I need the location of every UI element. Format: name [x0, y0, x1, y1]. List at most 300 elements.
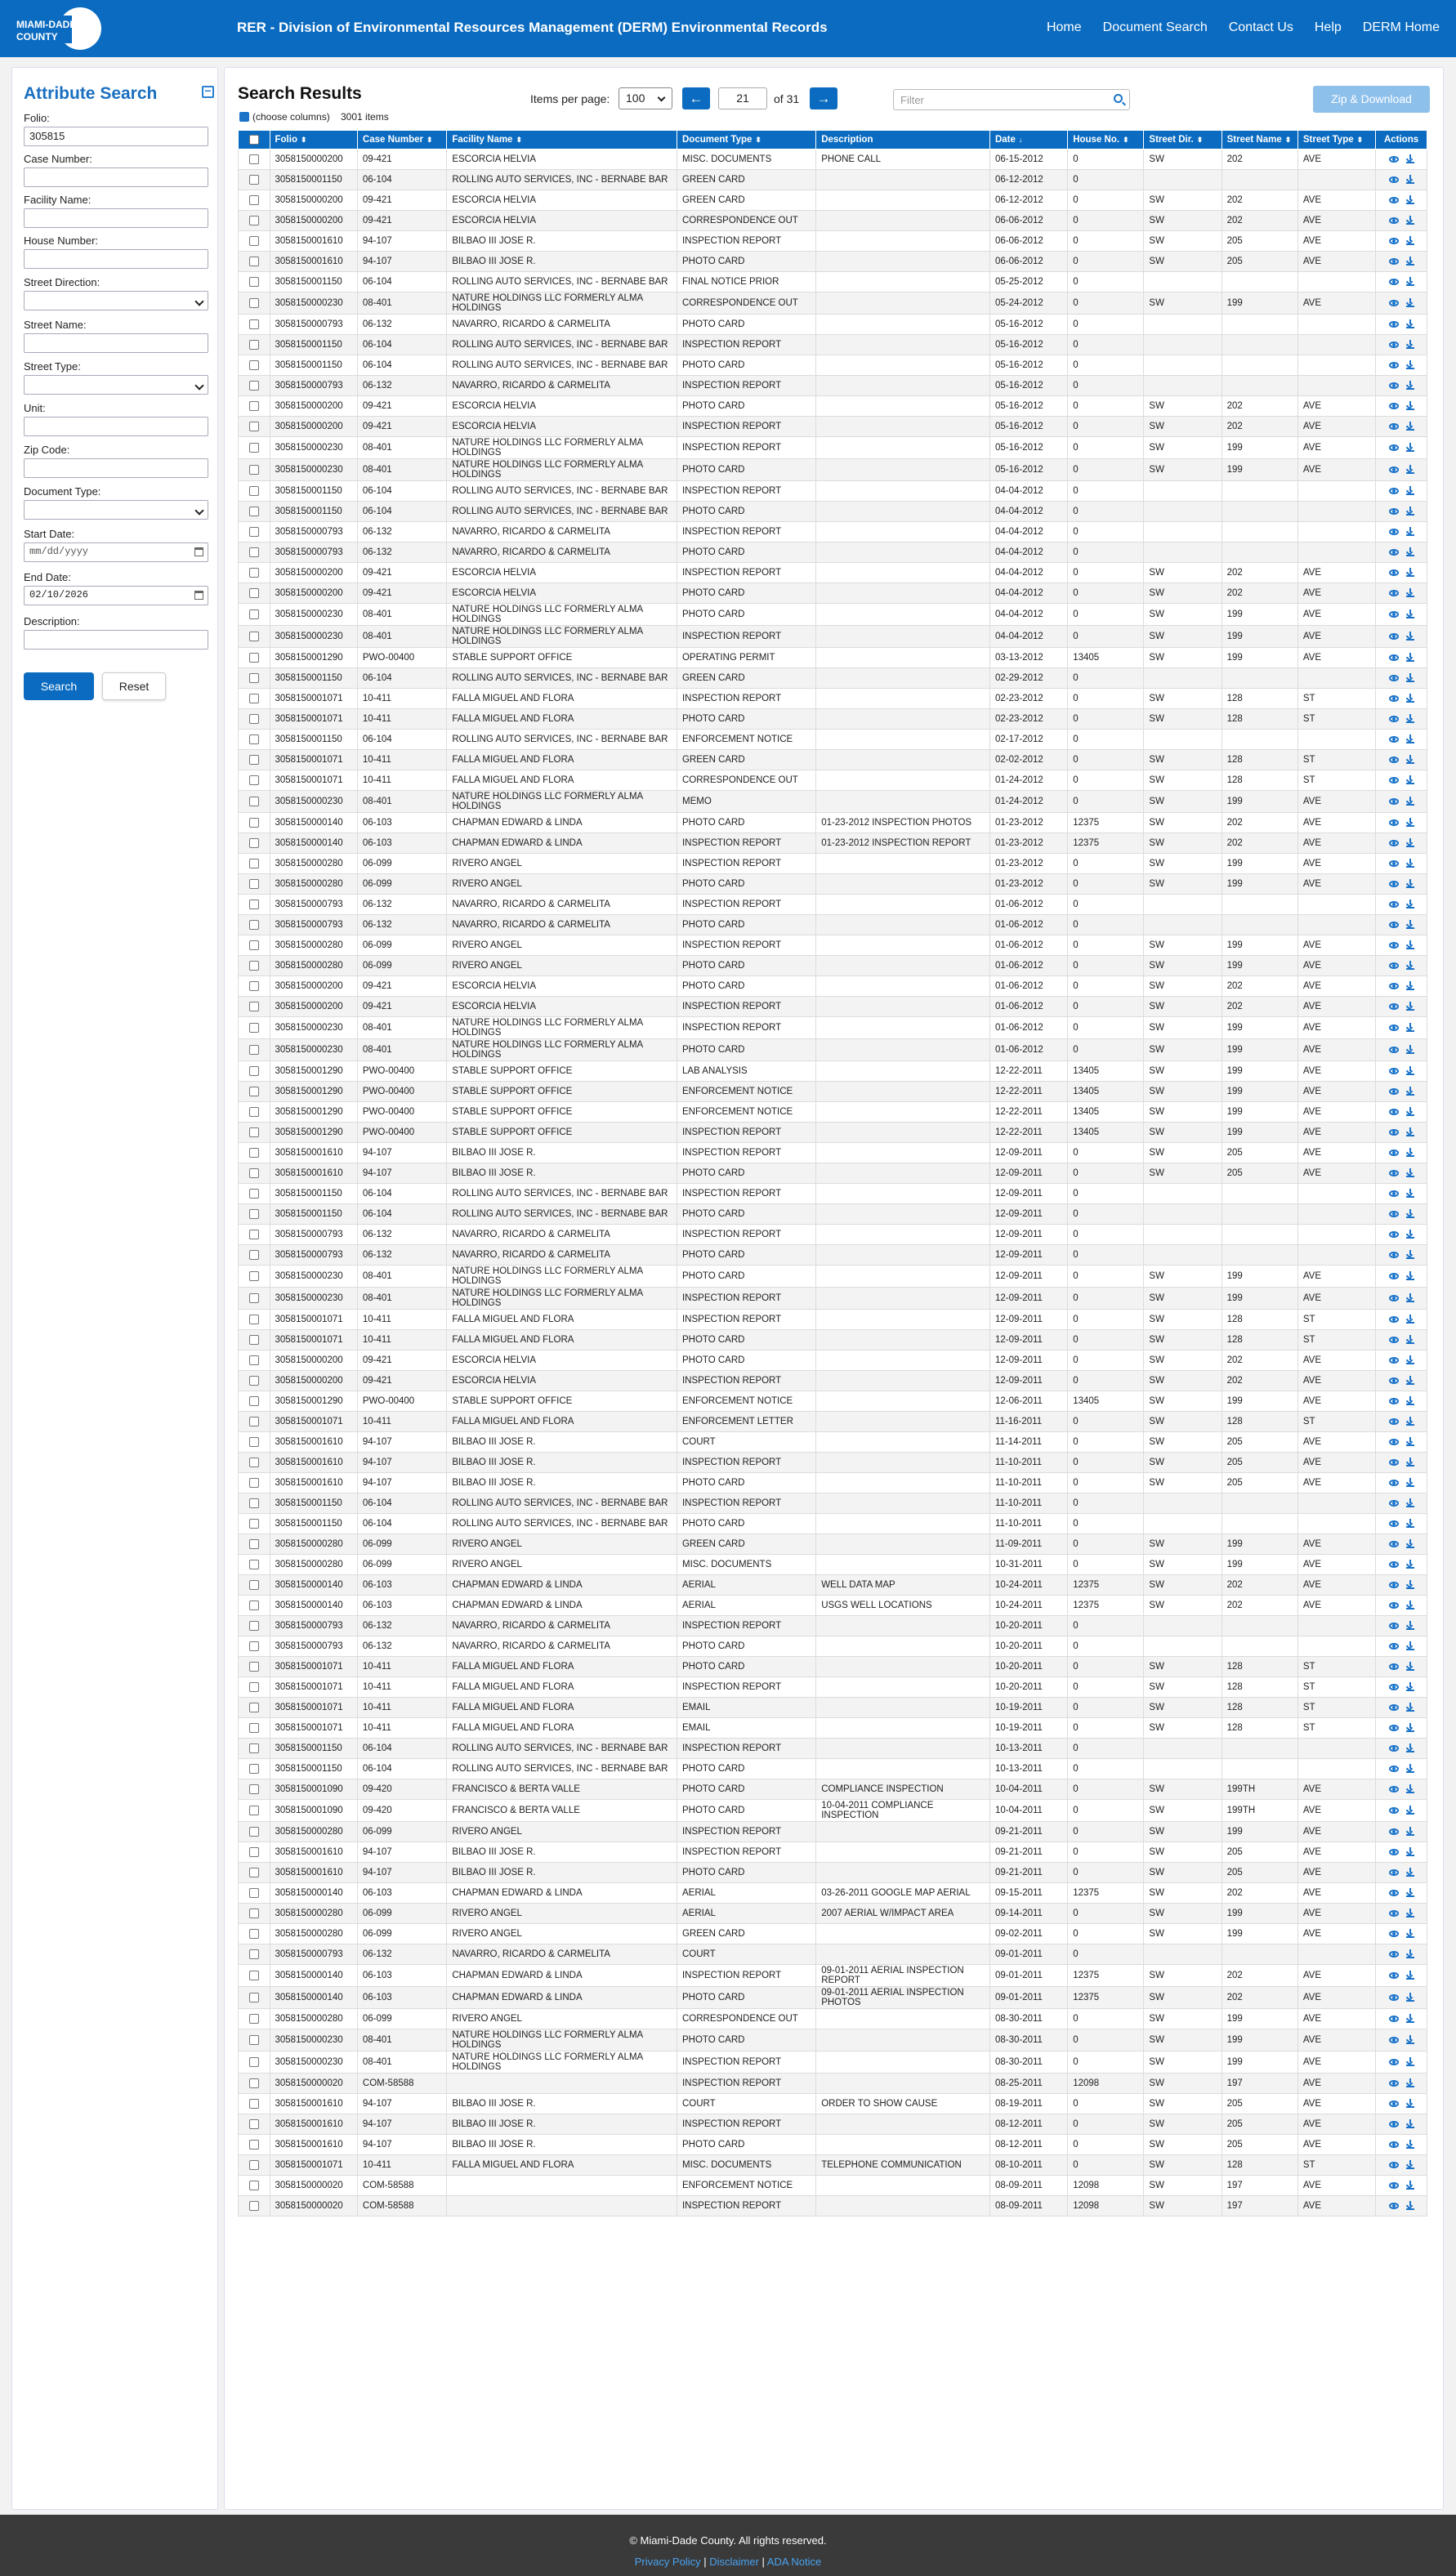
download-icon[interactable] — [1406, 755, 1414, 764]
row-select-cell[interactable] — [239, 211, 270, 231]
row-select-cell[interactable] — [239, 231, 270, 252]
row-select-cell[interactable] — [239, 1514, 270, 1534]
row-select-cell[interactable] — [239, 1391, 270, 1412]
row-select-cell[interactable] — [239, 1575, 270, 1596]
row-select-cell[interactable] — [239, 956, 270, 976]
street-direction-select[interactable] — [24, 291, 208, 310]
row-select-cell[interactable] — [239, 522, 270, 542]
row-checkbox[interactable] — [249, 2057, 259, 2067]
view-eye-icon[interactable] — [1389, 549, 1399, 556]
row-checkbox[interactable] — [249, 547, 259, 557]
download-icon[interactable] — [1406, 1376, 1414, 1385]
view-eye-icon[interactable] — [1389, 962, 1399, 969]
row-checkbox[interactable] — [249, 216, 259, 225]
row-checkbox[interactable] — [249, 527, 259, 537]
row-select-cell[interactable] — [239, 1039, 270, 1061]
view-eye-icon[interactable] — [1389, 156, 1399, 163]
download-icon[interactable] — [1406, 1293, 1414, 1302]
download-icon[interactable] — [1406, 1087, 1414, 1096]
download-icon[interactable] — [1406, 1723, 1414, 1732]
row-select-cell[interactable] — [239, 1288, 270, 1310]
download-icon[interactable] — [1406, 195, 1414, 204]
download-icon[interactable] — [1406, 1045, 1414, 1054]
download-icon[interactable] — [1406, 1355, 1414, 1364]
row-checkbox[interactable] — [249, 961, 259, 971]
download-icon[interactable] — [1406, 1066, 1414, 1075]
download-icon[interactable] — [1406, 277, 1414, 286]
view-eye-icon[interactable] — [1389, 176, 1399, 183]
download-icon[interactable] — [1406, 1868, 1414, 1877]
row-checkbox[interactable] — [249, 755, 259, 765]
view-eye-icon[interactable] — [1389, 444, 1399, 451]
col-street-dir[interactable]: Street Dir. ⬍ — [1144, 131, 1222, 150]
street-type-select[interactable] — [24, 375, 208, 395]
view-eye-icon[interactable] — [1389, 1273, 1399, 1279]
view-eye-icon[interactable] — [1389, 777, 1399, 784]
row-checkbox[interactable] — [249, 154, 259, 164]
row-select-cell[interactable] — [239, 813, 270, 833]
view-eye-icon[interactable] — [1389, 197, 1399, 203]
description-input[interactable] — [24, 630, 208, 650]
view-eye-icon[interactable] — [1389, 2037, 1399, 2043]
view-eye-icon[interactable] — [1389, 840, 1399, 846]
view-eye-icon[interactable] — [1389, 1643, 1399, 1650]
col-case-number[interactable]: Case Number ⬍ — [357, 131, 446, 150]
row-checkbox[interactable] — [249, 1539, 259, 1549]
row-select-cell[interactable] — [239, 1616, 270, 1636]
document-type-select[interactable] — [24, 500, 208, 520]
view-eye-icon[interactable] — [1389, 1541, 1399, 1547]
download-icon[interactable] — [1406, 1127, 1414, 1136]
row-select-cell[interactable] — [239, 709, 270, 730]
row-select-cell[interactable] — [239, 2114, 270, 2135]
row-checkbox[interactable] — [249, 797, 259, 806]
download-icon[interactable] — [1406, 257, 1414, 266]
view-eye-icon[interactable] — [1389, 1211, 1399, 1217]
row-checkbox[interactable] — [249, 1458, 259, 1467]
view-eye-icon[interactable] — [1389, 881, 1399, 887]
download-icon[interactable] — [1406, 1949, 1414, 1958]
miami-dade-logo[interactable] — [15, 7, 103, 50]
row-checkbox[interactable] — [249, 1909, 259, 1918]
row-checkbox[interactable] — [249, 360, 259, 370]
download-icon[interactable] — [1406, 1168, 1414, 1177]
download-icon[interactable] — [1406, 2181, 1414, 2190]
row-checkbox[interactable] — [249, 1437, 259, 1447]
row-select-cell[interactable] — [239, 1759, 270, 1779]
row-checkbox[interactable] — [249, 1641, 259, 1651]
row-checkbox[interactable] — [249, 1847, 259, 1857]
row-checkbox[interactable] — [249, 465, 259, 475]
row-checkbox[interactable] — [249, 1868, 259, 1877]
view-eye-icon[interactable] — [1389, 382, 1399, 389]
download-icon[interactable] — [1406, 1478, 1414, 1487]
view-eye-icon[interactable] — [1389, 1003, 1399, 1010]
view-eye-icon[interactable] — [1389, 590, 1399, 596]
view-eye-icon[interactable] — [1389, 279, 1399, 285]
row-checkbox[interactable] — [249, 422, 259, 431]
row-checkbox[interactable] — [249, 2078, 259, 2088]
search-button[interactable]: Search — [24, 672, 94, 700]
row-select-cell[interactable] — [239, 854, 270, 874]
row-checkbox[interactable] — [249, 1417, 259, 1426]
row-checkbox[interactable] — [249, 1929, 259, 1939]
row-checkbox[interactable] — [249, 1601, 259, 1610]
row-select-cell[interactable] — [239, 1822, 270, 1842]
row-checkbox[interactable] — [249, 2014, 259, 2024]
view-eye-icon[interactable] — [1389, 321, 1399, 328]
row-checkbox[interactable] — [249, 673, 259, 683]
download-icon[interactable] — [1406, 1743, 1414, 1752]
row-checkbox[interactable] — [249, 1376, 259, 1386]
row-select-cell[interactable] — [239, 1330, 270, 1351]
download-icon[interactable] — [1406, 1189, 1414, 1198]
row-select-cell[interactable] — [239, 604, 270, 626]
zip-code-input[interactable] — [24, 458, 208, 478]
download-icon[interactable] — [1406, 1458, 1414, 1467]
view-eye-icon[interactable] — [1389, 300, 1399, 306]
download-icon[interactable] — [1406, 568, 1414, 577]
view-eye-icon[interactable] — [1389, 633, 1399, 640]
row-select-cell[interactable] — [239, 1987, 270, 2009]
download-icon[interactable] — [1406, 1641, 1414, 1650]
download-icon[interactable] — [1406, 1396, 1414, 1405]
view-eye-icon[interactable] — [1389, 1663, 1399, 1670]
row-checkbox[interactable] — [249, 879, 259, 889]
row-select-cell[interactable] — [239, 292, 270, 315]
row-select-cell[interactable] — [239, 170, 270, 190]
row-select-cell[interactable] — [239, 1266, 270, 1288]
checkbox-icon[interactable] — [239, 112, 249, 122]
row-select-cell[interactable] — [239, 1944, 270, 1965]
row-select-cell[interactable] — [239, 481, 270, 502]
download-icon[interactable] — [1406, 1580, 1414, 1589]
collapse-icon[interactable]: − — [202, 86, 214, 98]
row-checkbox[interactable] — [249, 1396, 259, 1406]
row-select-cell[interactable] — [239, 2155, 270, 2176]
view-eye-icon[interactable] — [1389, 611, 1399, 618]
row-checkbox[interactable] — [249, 1168, 259, 1178]
view-eye-icon[interactable] — [1389, 1807, 1399, 1814]
row-select-cell[interactable] — [239, 1163, 270, 1184]
row-select-cell[interactable] — [239, 1017, 270, 1039]
row-select-cell[interactable] — [239, 1473, 270, 1493]
row-checkbox[interactable] — [249, 1949, 259, 1959]
view-eye-icon[interactable] — [1389, 1828, 1399, 1835]
row-select-cell[interactable] — [239, 1863, 270, 1883]
row-select-cell[interactable] — [239, 2094, 270, 2114]
row-select-cell[interactable] — [239, 1883, 270, 1904]
row-checkbox[interactable] — [249, 859, 259, 868]
view-eye-icon[interactable] — [1389, 983, 1399, 989]
view-eye-icon[interactable] — [1389, 1766, 1399, 1772]
row-select-cell[interactable] — [239, 874, 270, 895]
download-icon[interactable] — [1406, 486, 1414, 495]
row-select-cell[interactable] — [239, 2176, 270, 2196]
view-eye-icon[interactable] — [1389, 1252, 1399, 1258]
download-icon[interactable] — [1406, 673, 1414, 682]
house-number-input[interactable] — [24, 249, 208, 269]
row-select-cell[interactable] — [239, 626, 270, 648]
row-select-cell[interactable] — [239, 1351, 270, 1371]
row-checkbox[interactable] — [249, 1621, 259, 1631]
select-all-checkbox[interactable] — [249, 135, 259, 145]
row-checkbox[interactable] — [249, 588, 259, 598]
row-select-cell[interactable] — [239, 417, 270, 437]
row-checkbox[interactable] — [249, 2099, 259, 2109]
download-icon[interactable] — [1406, 818, 1414, 827]
download-icon[interactable] — [1406, 588, 1414, 597]
download-icon[interactable] — [1406, 360, 1414, 369]
view-eye-icon[interactable] — [1389, 716, 1399, 722]
download-icon[interactable] — [1406, 1993, 1414, 2002]
view-eye-icon[interactable] — [1389, 1994, 1399, 2001]
row-checkbox[interactable] — [249, 734, 259, 744]
row-select-cell[interactable] — [239, 1184, 270, 1204]
view-eye-icon[interactable] — [1389, 1231, 1399, 1238]
row-checkbox[interactable] — [249, 1682, 259, 1692]
view-eye-icon[interactable] — [1389, 1684, 1399, 1690]
view-eye-icon[interactable] — [1389, 1561, 1399, 1568]
download-icon[interactable] — [1406, 1888, 1414, 1897]
row-checkbox[interactable] — [249, 1662, 259, 1672]
view-eye-icon[interactable] — [1389, 1725, 1399, 1731]
row-select-cell[interactable] — [239, 1412, 270, 1432]
row-select-cell[interactable] — [239, 355, 270, 376]
download-icon[interactable] — [1406, 1662, 1414, 1671]
row-select-cell[interactable] — [239, 459, 270, 481]
row-select-cell[interactable] — [239, 315, 270, 335]
download-icon[interactable] — [1406, 175, 1414, 184]
row-select-cell[interactable] — [239, 376, 270, 396]
row-checkbox[interactable] — [249, 900, 259, 909]
row-checkbox[interactable] — [249, 1703, 259, 1712]
row-select-cell[interactable] — [239, 1102, 270, 1123]
view-eye-icon[interactable] — [1389, 1068, 1399, 1074]
row-select-cell[interactable] — [239, 1453, 270, 1473]
row-select-cell[interactable] — [239, 1800, 270, 1822]
view-eye-icon[interactable] — [1389, 2203, 1399, 2209]
row-select-cell[interactable] — [239, 935, 270, 956]
row-select-cell[interactable] — [239, 252, 270, 272]
row-select-cell[interactable] — [239, 1310, 270, 1330]
row-select-cell[interactable] — [239, 1596, 270, 1616]
row-checkbox[interactable] — [249, 940, 259, 950]
row-select-cell[interactable] — [239, 833, 270, 854]
view-eye-icon[interactable] — [1389, 860, 1399, 867]
row-checkbox[interactable] — [249, 443, 259, 453]
view-eye-icon[interactable] — [1389, 695, 1399, 702]
nav-home[interactable]: Home — [1046, 20, 1082, 34]
row-checkbox[interactable] — [249, 920, 259, 930]
view-eye-icon[interactable] — [1389, 1418, 1399, 1425]
download-icon[interactable] — [1406, 381, 1414, 390]
download-icon[interactable] — [1406, 859, 1414, 868]
folio-input[interactable]: 305815 — [24, 127, 208, 146]
download-icon[interactable] — [1406, 1315, 1414, 1324]
row-checkbox[interactable] — [249, 818, 259, 828]
start-date-input[interactable] — [24, 542, 208, 562]
row-checkbox[interactable] — [249, 1023, 259, 1033]
view-eye-icon[interactable] — [1389, 238, 1399, 244]
row-select-cell[interactable] — [239, 1904, 270, 1924]
row-checkbox[interactable] — [249, 1764, 259, 1774]
view-eye-icon[interactable] — [1389, 2101, 1399, 2107]
row-checkbox[interactable] — [249, 1209, 259, 1219]
download-icon[interactable] — [1406, 340, 1414, 349]
row-checkbox[interactable] — [249, 1806, 259, 1815]
download-icon[interactable] — [1406, 507, 1414, 516]
view-eye-icon[interactable] — [1389, 1623, 1399, 1629]
view-eye-icon[interactable] — [1389, 467, 1399, 473]
disclaimer-link[interactable]: Disclaimer — [709, 2556, 759, 2568]
row-checkbox[interactable] — [249, 277, 259, 287]
row-checkbox[interactable] — [249, 1250, 259, 1260]
case-number-input[interactable] — [24, 167, 208, 187]
row-checkbox[interactable] — [249, 1723, 259, 1733]
view-eye-icon[interactable] — [1389, 1025, 1399, 1031]
page-number-input[interactable]: 21 — [718, 87, 767, 109]
row-checkbox[interactable] — [249, 1189, 259, 1199]
row-select-cell[interactable] — [239, 1739, 270, 1759]
view-eye-icon[interactable] — [1389, 1459, 1399, 1466]
row-select-cell[interactable] — [239, 1965, 270, 1987]
row-select-cell[interactable] — [239, 2051, 270, 2074]
row-checkbox[interactable] — [249, 195, 259, 205]
row-select-cell[interactable] — [239, 1657, 270, 1677]
download-icon[interactable] — [1406, 632, 1414, 641]
view-eye-icon[interactable] — [1389, 736, 1399, 743]
view-eye-icon[interactable] — [1389, 1337, 1399, 1343]
view-eye-icon[interactable] — [1389, 1316, 1399, 1323]
row-select-cell[interactable] — [239, 770, 270, 791]
row-select-cell[interactable] — [239, 2029, 270, 2051]
download-icon[interactable] — [1406, 734, 1414, 743]
row-checkbox[interactable] — [249, 486, 259, 496]
row-checkbox[interactable] — [249, 401, 259, 411]
view-eye-icon[interactable] — [1389, 1602, 1399, 1609]
download-icon[interactable] — [1406, 1971, 1414, 1980]
download-icon[interactable] — [1406, 2078, 1414, 2087]
calendar-icon[interactable] — [194, 591, 203, 600]
download-icon[interactable] — [1406, 609, 1414, 618]
download-icon[interactable] — [1406, 940, 1414, 949]
row-select-cell[interactable] — [239, 895, 270, 915]
row-checkbox[interactable] — [249, 1107, 259, 1117]
row-select-cell[interactable] — [239, 1534, 270, 1555]
view-eye-icon[interactable] — [1389, 675, 1399, 681]
next-page-button[interactable]: → — [810, 87, 837, 109]
col-folio[interactable]: Folio ⬍ — [270, 131, 357, 150]
reset-button[interactable]: Reset — [102, 672, 166, 700]
view-eye-icon[interactable] — [1389, 529, 1399, 535]
view-eye-icon[interactable] — [1389, 508, 1399, 515]
view-eye-icon[interactable] — [1389, 1786, 1399, 1792]
view-eye-icon[interactable] — [1389, 342, 1399, 348]
view-eye-icon[interactable] — [1389, 217, 1399, 224]
view-eye-icon[interactable] — [1389, 569, 1399, 576]
view-eye-icon[interactable] — [1389, 1582, 1399, 1588]
row-checkbox[interactable] — [249, 1560, 259, 1569]
row-checkbox[interactable] — [249, 1127, 259, 1137]
row-select-cell[interactable] — [239, 1082, 270, 1102]
download-icon[interactable] — [1406, 2057, 1414, 2066]
row-select-cell[interactable] — [239, 2135, 270, 2155]
row-select-cell[interactable] — [239, 335, 270, 355]
row-checkbox[interactable] — [249, 236, 259, 246]
row-checkbox[interactable] — [249, 2035, 259, 2045]
view-eye-icon[interactable] — [1389, 922, 1399, 928]
download-icon[interactable] — [1406, 694, 1414, 703]
view-eye-icon[interactable] — [1389, 1972, 1399, 1979]
download-icon[interactable] — [1406, 1682, 1414, 1691]
row-select-cell[interactable] — [239, 583, 270, 604]
row-select-cell[interactable] — [239, 668, 270, 689]
download-icon[interactable] — [1406, 527, 1414, 536]
row-select-cell[interactable] — [239, 791, 270, 813]
row-checkbox[interactable] — [249, 1993, 259, 2002]
download-icon[interactable] — [1406, 797, 1414, 806]
row-checkbox[interactable] — [249, 1743, 259, 1753]
view-eye-icon[interactable] — [1389, 654, 1399, 661]
view-eye-icon[interactable] — [1389, 2016, 1399, 2022]
row-select-cell[interactable] — [239, 1225, 270, 1245]
view-eye-icon[interactable] — [1389, 1088, 1399, 1095]
view-eye-icon[interactable] — [1389, 2162, 1399, 2168]
download-icon[interactable] — [1406, 2119, 1414, 2128]
row-select-cell[interactable] — [239, 689, 270, 709]
download-icon[interactable] — [1406, 1909, 1414, 1917]
select-all-header[interactable] — [239, 131, 270, 150]
row-checkbox[interactable] — [249, 632, 259, 641]
download-icon[interactable] — [1406, 2140, 1414, 2149]
download-icon[interactable] — [1406, 714, 1414, 723]
view-eye-icon[interactable] — [1389, 423, 1399, 430]
choose-columns-toggle[interactable] — [239, 111, 330, 123]
row-checkbox[interactable] — [249, 1498, 259, 1508]
row-select-cell[interactable] — [239, 150, 270, 170]
row-select-cell[interactable] — [239, 396, 270, 417]
view-eye-icon[interactable] — [1389, 1951, 1399, 1958]
row-select-cell[interactable] — [239, 1123, 270, 1143]
download-icon[interactable] — [1406, 1417, 1414, 1426]
download-icon[interactable] — [1406, 961, 1414, 970]
view-eye-icon[interactable] — [1389, 1500, 1399, 1507]
view-eye-icon[interactable] — [1389, 258, 1399, 265]
view-eye-icon[interactable] — [1389, 1890, 1399, 1896]
download-icon[interactable] — [1406, 1250, 1414, 1259]
row-checkbox[interactable] — [249, 694, 259, 703]
row-select-cell[interactable] — [239, 915, 270, 935]
row-select-cell[interactable] — [239, 1698, 270, 1718]
download-icon[interactable] — [1406, 2035, 1414, 2044]
view-eye-icon[interactable] — [1389, 1295, 1399, 1301]
row-select-cell[interactable] — [239, 1636, 270, 1657]
view-eye-icon[interactable] — [1389, 1170, 1399, 1176]
row-checkbox[interactable] — [249, 319, 259, 329]
row-checkbox[interactable] — [249, 1827, 259, 1837]
download-icon[interactable] — [1406, 2099, 1414, 2108]
download-icon[interactable] — [1406, 653, 1414, 662]
row-select-cell[interactable] — [239, 1371, 270, 1391]
row-select-cell[interactable] — [239, 1493, 270, 1514]
view-eye-icon[interactable] — [1389, 1150, 1399, 1156]
row-select-cell[interactable] — [239, 2196, 270, 2217]
unit-input[interactable] — [24, 417, 208, 436]
download-icon[interactable] — [1406, 465, 1414, 474]
row-select-cell[interactable] — [239, 502, 270, 522]
row-select-cell[interactable] — [239, 542, 270, 563]
